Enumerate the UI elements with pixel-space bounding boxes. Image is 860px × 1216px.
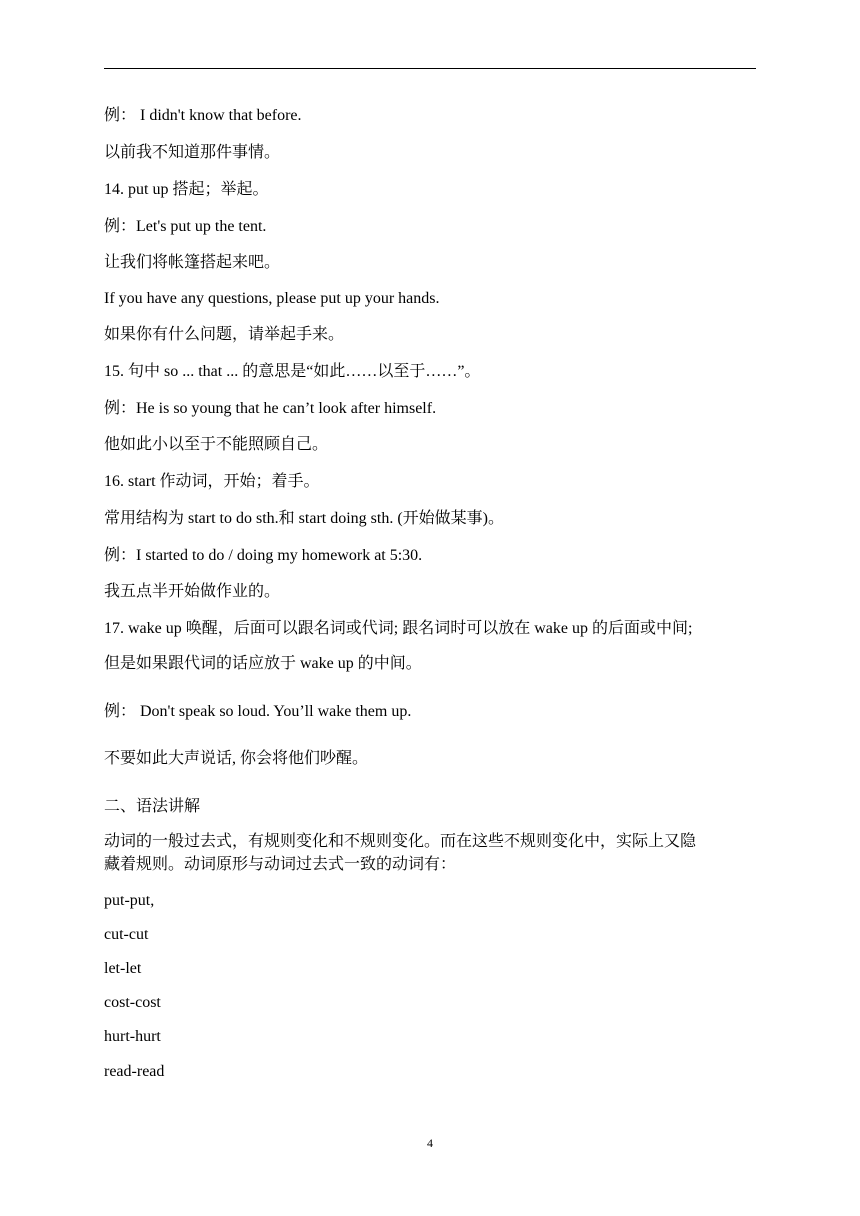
example-line: 例：He is so young that he can’t look after himself.	[104, 400, 437, 417]
translation-line: 他如此小以至于不能照顾自己。	[104, 436, 329, 453]
example-line: If you have any questions, please put up your hands.	[104, 290, 440, 307]
verb-pair: put-put,	[104, 892, 155, 909]
item-15-heading: 15. 句中 so ... that ... 的意思是“如此……以至于……”。	[104, 363, 481, 380]
example-line: 例：I started to do / doing my homework at 5:30.	[104, 547, 423, 564]
item-17-continuation: 但是如果跟代词的话应放于 wake up 的中间。	[104, 655, 422, 672]
grammar-paragraph-line: 藏着规则。动词原形与动词过去式一致的动词有：	[104, 856, 457, 873]
verb-pair: hurt-hurt	[104, 1028, 161, 1045]
example-line: 例： I didn't know that before.	[104, 107, 302, 124]
item-14-heading: 14. put up 搭起；举起。	[104, 181, 269, 198]
translation-line: 以前我不知道那件事情。	[104, 144, 281, 161]
verb-pair: cost-cost	[104, 994, 161, 1011]
verb-pair: read-read	[104, 1063, 165, 1080]
translation-line: 我五点半开始做作业的。	[104, 583, 281, 600]
translation-line: 让我们将帐篷搭起来吧。	[104, 254, 281, 271]
translation-line: 不要如此大声说话, 你会将他们吵醒。	[104, 750, 369, 767]
item-16-heading: 16. start 作动词，开始；着手。	[104, 473, 320, 490]
example-line: 例： Don't speak so loud. You’ll wake them up.	[104, 703, 412, 720]
grammar-paragraph-line: 动词的一般过去式，有规则变化和不规则变化。而在这些不规则变化中，实际上又隐	[104, 833, 697, 850]
verb-pair: let-let	[104, 960, 142, 977]
example-line: 例：Let's put up the tent.	[104, 218, 267, 235]
page-number: 4	[427, 1136, 433, 1150]
section-heading-grammar: 二、语法讲解	[104, 798, 201, 815]
structure-line: 常用结构为 start to do sth.和 start doing sth. (开始做某事)。	[104, 510, 504, 527]
translation-line: 如果你有什么问题，请举起手来。	[104, 326, 345, 343]
header-rule	[104, 68, 756, 69]
verb-pair: cut-cut	[104, 926, 149, 943]
item-17-heading: 17. wake up 唤醒，后面可以跟名词或代词; 跟名词时可以放在 wake up 的后面或中间;	[104, 620, 693, 637]
